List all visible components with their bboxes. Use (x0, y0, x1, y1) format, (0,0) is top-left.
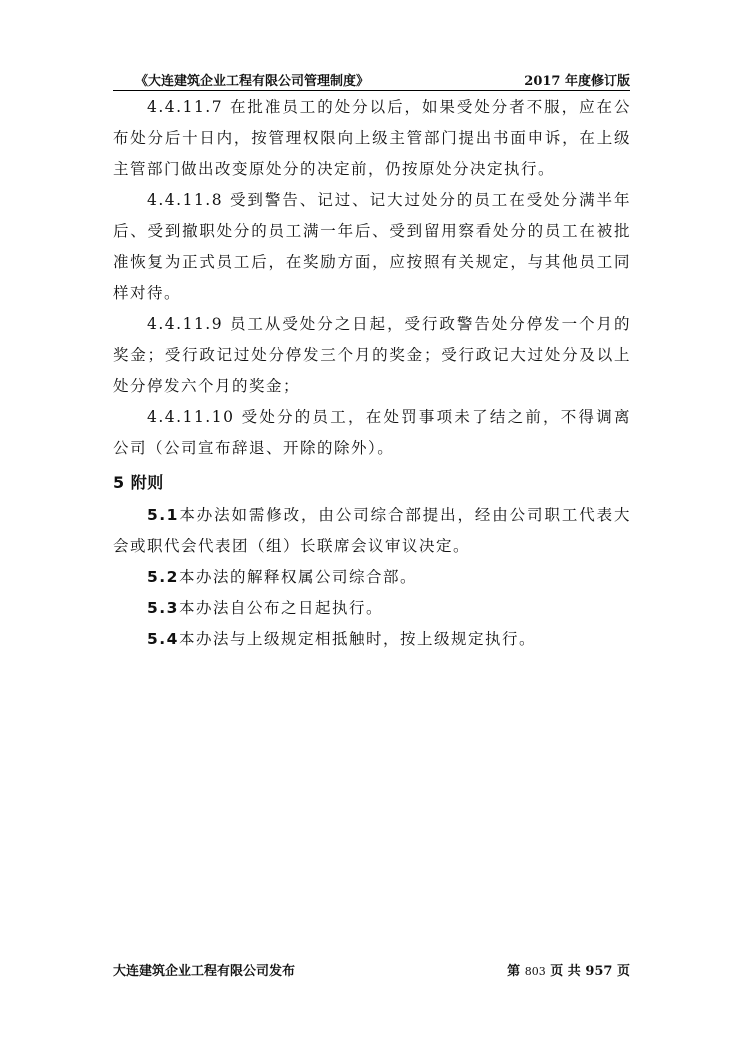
clause-5-3 (113, 593, 631, 624)
section-title: 5 附则 (113, 473, 164, 492)
clause-5-2 (113, 562, 631, 593)
page-current: 803 (524, 965, 546, 978)
clause-5-4 (113, 624, 631, 655)
page-footer (113, 960, 630, 980)
clause-number: 5.4 (147, 630, 179, 648)
footer-publisher: 大连建筑企业工程有限公司发布 (113, 964, 296, 979)
clause-text: 本办法与上级规定相抵触时，按上级规定执行。 (178, 630, 536, 648)
clause-number: 5.1 (147, 506, 179, 524)
clause-text: 本办法自公布之日起执行。 (178, 599, 383, 617)
page-suffix: 页 (616, 964, 630, 979)
paragraph-4-4-11-10: 4.4.11.10 受处分的员工，在处罚事项未了结之前，不得调离公司（公司宣布辞退、开除的除外）。 (113, 408, 631, 457)
clause-number: 5.2 (147, 568, 179, 586)
page-prefix: 第 (507, 964, 521, 979)
page-number (507, 960, 630, 979)
clause-text: 本办法如需修改，由公司综合部提出，经由公司职工代表大会或职代会代表团（组）长联席会议审议决定。 (113, 506, 631, 555)
paragraph-4-4-11-7: 4.4.11.7 在批准员工的处分以后，如果受处分者不服，应在公布处分后十日内，按管理权限向上级主管部门提出书面申诉，在上级主管部门做出改变原处分的决定前，仍按原处分决定执行。 (113, 98, 631, 178)
clause-5-1 (113, 500, 631, 562)
page-header (113, 70, 630, 91)
paragraph-4-4-11-9: 4.4.11.9 员工从受处分之日起，受行政警告处分停发一个月的奖金；受行政记过处分停发三个月的奖金；受行政记大过处分及以上处分停发六个月的奖金； (113, 315, 631, 395)
document-body (113, 92, 631, 655)
page-mid: 页 共 (550, 964, 581, 979)
header-edition: 2017 年度修订版 (524, 74, 630, 89)
page-total: 957 (585, 964, 613, 979)
paragraph-4-4-11-8: 4.4.11.8 受到警告、记过、记大过处分的员工在受处分满半年后、受到撤职处分的员工满一年后、受到留用察看处分的员工在被批准恢复为正式员工后，在奖励方面，应按照有关规定，与其他员工同样对待。 (113, 191, 631, 302)
clause-text: 本办法的解释权属公司综合部。 (178, 568, 417, 586)
header-title: 《大连建筑企业工程有限公司管理制度》 (135, 74, 370, 89)
clause-number: 5.3 (147, 599, 179, 617)
